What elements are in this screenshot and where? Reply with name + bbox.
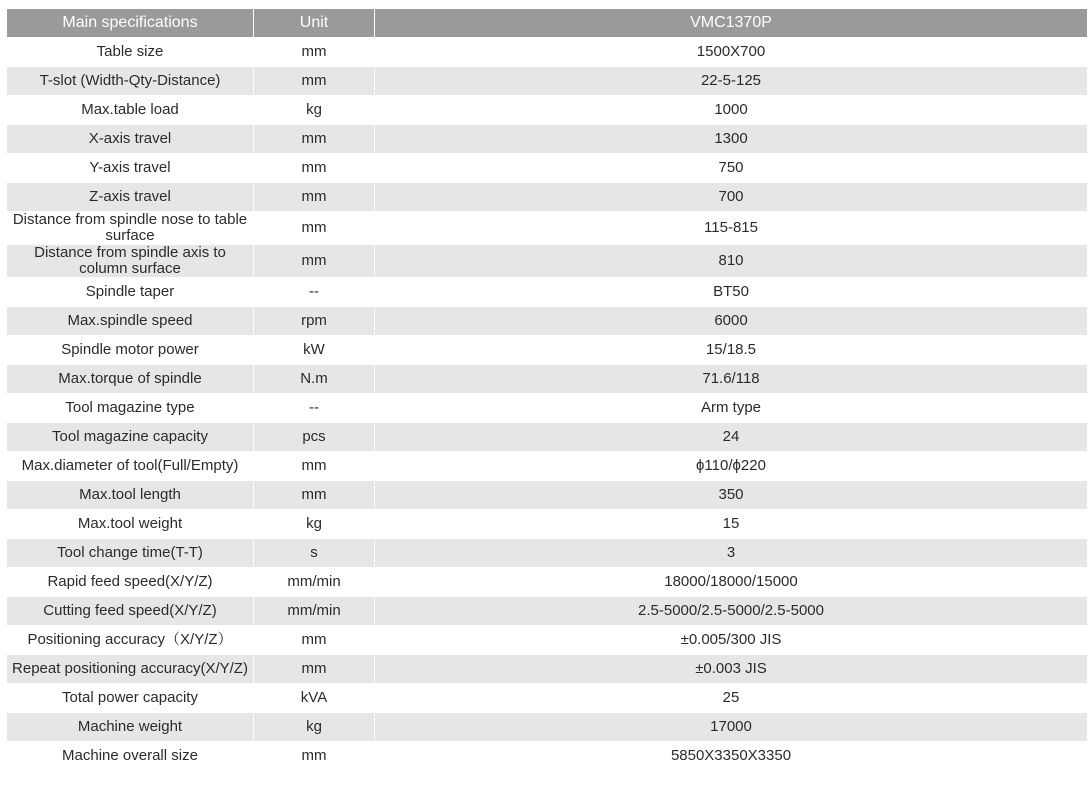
table-row: [7, 423, 1087, 452]
unit-cell: mm: [254, 452, 375, 481]
spec-name-cell: X-axis travel: [7, 125, 254, 154]
table-header-row: [7, 9, 1087, 38]
value-cell: 700: [375, 183, 1087, 212]
table-row: [7, 597, 1087, 626]
spec-name-cell: Repeat positioning accuracy(X/Y/Z): [7, 655, 254, 684]
value-cell: ±0.005/300 JIS: [375, 626, 1087, 655]
value-cell: BT50: [375, 278, 1087, 307]
spec-name-cell: Z-axis travel: [7, 183, 254, 212]
spec-name-cell: T-slot (Width-Qty-Distance): [7, 67, 254, 96]
value-cell: 25: [375, 684, 1087, 713]
value-cell: ±0.003 JIS: [375, 655, 1087, 684]
unit-cell: mm: [254, 245, 375, 278]
spec-name-cell: Table size: [7, 38, 254, 67]
value-cell: 17000: [375, 713, 1087, 742]
table-row: [7, 154, 1087, 183]
table-row: [7, 183, 1087, 212]
spec-name-cell: Tool magazine type: [7, 394, 254, 423]
unit-cell: mm: [254, 67, 375, 96]
value-cell: 750: [375, 154, 1087, 183]
table-row: [7, 626, 1087, 655]
unit-cell: --: [254, 394, 375, 423]
header-model: VMC1370P: [375, 9, 1087, 38]
spec-name-cell: Tool change time(T-T): [7, 539, 254, 568]
value-cell: 6000: [375, 307, 1087, 336]
value-cell: 350: [375, 481, 1087, 510]
value-cell: 810: [375, 245, 1087, 278]
unit-cell: kg: [254, 96, 375, 125]
value-cell: 5850X3350X3350: [375, 742, 1087, 771]
spec-name-cell: Max.tool weight: [7, 510, 254, 539]
value-cell: 1300: [375, 125, 1087, 154]
unit-cell: mm/min: [254, 568, 375, 597]
unit-cell: kW: [254, 336, 375, 365]
spec-name-cell: Tool magazine capacity: [7, 423, 254, 452]
unit-cell: pcs: [254, 423, 375, 452]
spec-name-cell: Rapid feed speed(X/Y/Z): [7, 568, 254, 597]
table-row: [7, 742, 1087, 771]
table-row: [7, 568, 1087, 597]
table-row: [7, 38, 1087, 67]
header-main-specifications: Main specifications: [7, 9, 254, 38]
value-cell: ϕ110/ϕ220: [375, 452, 1087, 481]
table-row: [7, 125, 1087, 154]
unit-cell: mm: [254, 742, 375, 771]
table-row: [7, 510, 1087, 539]
value-cell: 1000: [375, 96, 1087, 125]
header-unit: Unit: [254, 9, 375, 38]
spec-name-cell: Y-axis travel: [7, 154, 254, 183]
spec-name-cell: Max.diameter of tool(Full/Empty): [7, 452, 254, 481]
spec-name-cell: Cutting feed speed(X/Y/Z): [7, 597, 254, 626]
spec-name-cell: Distance from spindle axis to column surface: [7, 245, 254, 278]
spec-name-cell: Positioning accuracy（X/Y/Z）: [7, 626, 254, 655]
unit-cell: mm: [254, 626, 375, 655]
unit-cell: --: [254, 278, 375, 307]
unit-cell: mm/min: [254, 597, 375, 626]
spec-table-body: [7, 38, 1087, 771]
value-cell: 71.6/118: [375, 365, 1087, 394]
table-row: [7, 452, 1087, 481]
unit-cell: s: [254, 539, 375, 568]
table-row: [7, 394, 1087, 423]
table-row: [7, 336, 1087, 365]
value-cell: Arm type: [375, 394, 1087, 423]
value-cell: 1500X700: [375, 38, 1087, 67]
value-cell: 15/18.5: [375, 336, 1087, 365]
spec-table-container: [7, 9, 1087, 771]
unit-cell: kg: [254, 713, 375, 742]
table-row: [7, 365, 1087, 394]
value-cell: 3: [375, 539, 1087, 568]
table-row: [7, 684, 1087, 713]
unit-cell: N.m: [254, 365, 375, 394]
table-row: [7, 212, 1087, 245]
spec-table: [7, 9, 1087, 771]
unit-cell: mm: [254, 481, 375, 510]
spec-name-cell: Max.torque of spindle: [7, 365, 254, 394]
spec-name-cell: Spindle motor power: [7, 336, 254, 365]
spec-name-cell: Machine overall size: [7, 742, 254, 771]
value-cell: 2.5-5000/2.5-5000/2.5-5000: [375, 597, 1087, 626]
unit-cell: rpm: [254, 307, 375, 336]
spec-name-cell: Max.table load: [7, 96, 254, 125]
table-row: [7, 539, 1087, 568]
value-cell: 115-815: [375, 212, 1087, 245]
table-row: [7, 655, 1087, 684]
unit-cell: mm: [254, 655, 375, 684]
table-row: [7, 96, 1087, 125]
table-row: [7, 278, 1087, 307]
value-cell: 24: [375, 423, 1087, 452]
unit-cell: mm: [254, 212, 375, 245]
table-row: [7, 713, 1087, 742]
table-row: [7, 481, 1087, 510]
spec-name-cell: Max.tool length: [7, 481, 254, 510]
spec-name-cell: Max.spindle speed: [7, 307, 254, 336]
value-cell: 15: [375, 510, 1087, 539]
unit-cell: mm: [254, 125, 375, 154]
unit-cell: kVA: [254, 684, 375, 713]
spec-name-cell: Spindle taper: [7, 278, 254, 307]
unit-cell: mm: [254, 154, 375, 183]
unit-cell: kg: [254, 510, 375, 539]
table-row: [7, 245, 1087, 278]
table-row: [7, 67, 1087, 96]
spec-name-cell: Distance from spindle nose to table surface: [7, 212, 254, 245]
value-cell: 22-5-125: [375, 67, 1087, 96]
table-row: [7, 307, 1087, 336]
unit-cell: mm: [254, 183, 375, 212]
spec-name-cell: Machine weight: [7, 713, 254, 742]
unit-cell: mm: [254, 38, 375, 67]
value-cell: 18000/18000/15000: [375, 568, 1087, 597]
spec-name-cell: Total power capacity: [7, 684, 254, 713]
